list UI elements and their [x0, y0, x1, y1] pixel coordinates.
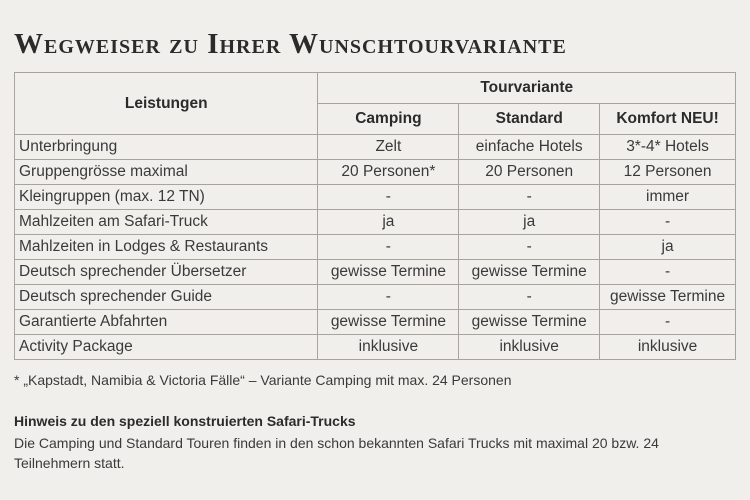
cell-camping: -: [318, 285, 459, 310]
table-row: [15, 260, 736, 285]
table-row: [15, 160, 736, 185]
cell-komfort: immer: [600, 185, 736, 210]
row-label: Mahlzeiten in Lodges & Restaurants: [15, 235, 318, 260]
footnote: * „Kapstadt, Namibia & Victoria Fälle“ – Variante Camping mit max. 24 Personen: [14, 372, 512, 388]
cell-camping: Zelt: [318, 135, 459, 160]
cell-standard: -: [459, 185, 600, 210]
variant-header-camping: Camping: [318, 104, 459, 135]
cell-standard: ja: [459, 210, 600, 235]
cell-standard: -: [459, 285, 600, 310]
row-label: Deutsch sprechender Guide: [15, 285, 318, 310]
cell-komfort: -: [600, 210, 736, 235]
cell-standard: 20 Personen: [459, 160, 600, 185]
cell-camping: -: [318, 235, 459, 260]
hint-paragraph: Die Camping und Standard Touren finden in den schon bekannten Safari Trucks mit maximal 20 bzw. 24 Teilnehmern statt.: [14, 435, 659, 471]
table-row: [15, 235, 736, 260]
cell-komfort: 12 Personen: [600, 160, 736, 185]
variant-header-standard: Standard: [459, 104, 600, 135]
table-row: [15, 135, 736, 160]
cell-standard: -: [459, 235, 600, 260]
table-row: [15, 335, 736, 360]
tour-variant-group-header: Tourvariante: [318, 73, 736, 104]
table-row: [15, 285, 736, 310]
cell-camping: gewisse Termine: [318, 260, 459, 285]
table-row: [15, 185, 736, 210]
variant-header-komfort: Komfort NEU!: [600, 104, 736, 135]
row-label: Deutsch sprechender Übersetzer: [15, 260, 318, 285]
row-label: Mahlzeiten am Safari-Truck: [15, 210, 318, 235]
cell-komfort: -: [600, 310, 736, 335]
table-row: [15, 310, 736, 335]
cell-standard: gewisse Termine: [459, 310, 600, 335]
row-label: Gruppengrösse maximal: [15, 160, 318, 185]
row-label: Unterbringung: [15, 135, 318, 160]
row-label: Kleingruppen (max. 12 TN): [15, 185, 318, 210]
cell-standard: inklusive: [459, 335, 600, 360]
cell-standard: gewisse Termine: [459, 260, 600, 285]
hint-heading: Hinweis zu den speziell konstruierten Safari-Trucks: [14, 413, 356, 429]
cell-camping: gewisse Termine: [318, 310, 459, 335]
cell-komfort: 3*-4* Hotels: [600, 135, 736, 160]
cell-komfort: gewisse Termine: [600, 285, 736, 310]
cell-camping: inklusive: [318, 335, 459, 360]
page-title: Wegweiser zu Ihrer Wunschtourvariante: [14, 28, 567, 60]
cell-camping: 20 Personen*: [318, 160, 459, 185]
cell-komfort: ja: [600, 235, 736, 260]
tour-variant-table: [14, 72, 736, 360]
services-column-header: Leistungen: [15, 73, 318, 135]
cell-komfort: -: [600, 260, 736, 285]
table-row: [15, 210, 736, 235]
cell-standard: einfache Hotels: [459, 135, 600, 160]
cell-camping: -: [318, 185, 459, 210]
row-label: Activity Package: [15, 335, 318, 360]
cell-camping: ja: [318, 210, 459, 235]
cell-komfort: inklusive: [600, 335, 736, 360]
row-label: Garantierte Abfahrten: [15, 310, 318, 335]
